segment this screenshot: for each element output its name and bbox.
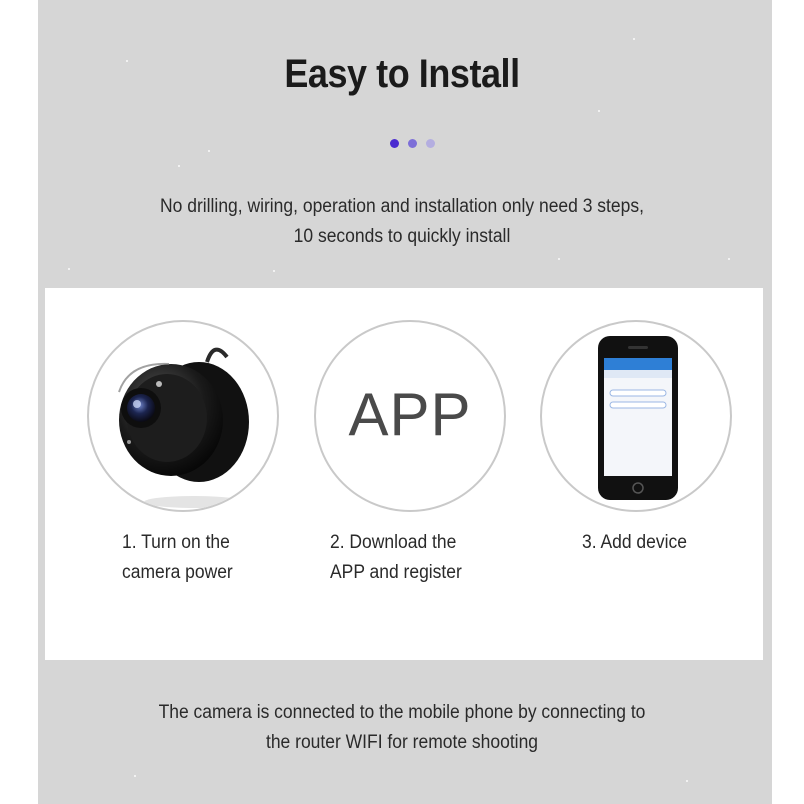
smartphone-icon: [542, 322, 730, 510]
background-speck: [273, 270, 275, 272]
step-1-line-1: 1. Turn on the: [122, 532, 230, 553]
camera-icon: [89, 322, 277, 510]
subtitle-line-1: No drilling, wiring, operation and installation only need 3 steps,: [160, 196, 644, 217]
background-speck: [558, 258, 560, 260]
footer-line-1: The camera is connected to the mobile phone by connecting to: [158, 702, 646, 723]
background-speck: [68, 268, 70, 270]
step-2-line-1: 2. Download the: [330, 532, 457, 553]
background-speck: [178, 165, 180, 167]
step-1-circle: [87, 320, 279, 512]
step-3-label: [582, 528, 687, 558]
background-speck: [598, 110, 600, 112]
step-1-line-2: camera power: [122, 562, 233, 583]
footer-text: [32, 698, 772, 758]
pager-dot-2: [408, 139, 417, 148]
pager-dots: [390, 139, 435, 148]
background-speck: [633, 38, 635, 40]
app-icon-text: APP: [348, 381, 472, 448]
background-speck: [686, 780, 688, 782]
background-speck: [208, 150, 210, 152]
pager-dot-3: [426, 139, 435, 148]
subtitle: [32, 192, 772, 252]
step-2-label: [330, 528, 462, 588]
step-2-circle: [314, 320, 506, 512]
pager-dot-1: [390, 139, 399, 148]
background-speck: [134, 775, 136, 777]
page-title: Easy to Install: [284, 52, 520, 96]
step-1-label: [122, 528, 233, 588]
footer-line-2: the router WIFI for remote shooting: [265, 732, 539, 753]
background-speck: [728, 258, 730, 260]
step-2-line-2: APP and register: [330, 562, 462, 583]
step-3-circle: [540, 320, 732, 512]
step-3-line-1: 3. Add device: [582, 532, 687, 553]
subtitle-line-2: 10 seconds to quickly install: [293, 226, 511, 247]
